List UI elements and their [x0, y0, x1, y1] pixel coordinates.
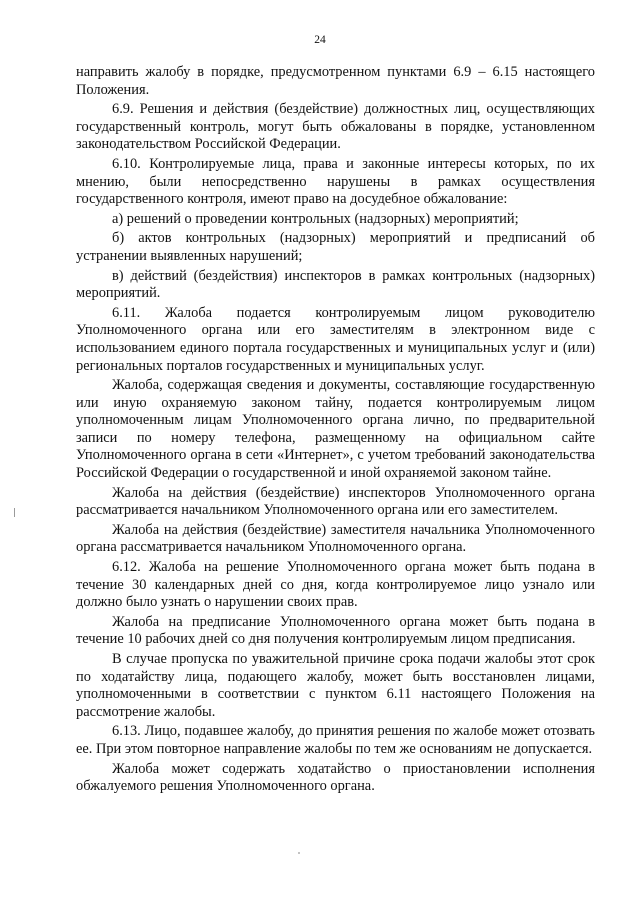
- paragraph-deputy-complaint: Жалоба на действия (бездействие) заместителя начальника Уполномоченного органа рассматривается начальником Уполномоченного органа.: [76, 521, 595, 556]
- paragraph-inspectors-complaint: Жалоба на действия (бездействие) инспекторов Уполномоченного органа рассматривается начальником Уполномоченного органа или его заместителем.: [76, 484, 595, 519]
- page-number: 24: [314, 34, 326, 46]
- margin-mark: [14, 508, 15, 517]
- list-item-b: б) актов контрольных (надзорных) мероприятий и предписаний об устранении выявленных нарушений;: [76, 230, 595, 264]
- list-item-v: в) действий (бездействия) инспекторов в рамках контрольных (надзорных) мероприятий.: [76, 267, 595, 302]
- paragraph-prescription-complaint: Жалоба на предписание Уполномоченного органа может быть подана в течение 10 рабочих дней со дня получения контролируемым лицом предписания.: [76, 613, 595, 648]
- paragraph-suspension-request: Жалоба может содержать ходатайство о приостановлении исполнения обжалуемого решения Уполномоченного органа.: [76, 760, 595, 795]
- paragraph-secret-complaint: Жалоба, содержащая сведения и документы, составляющие государственную или иную охраняемую законом тайну, подается контролируемым лицом уполномоченным лицам Уполномоченного органа лично, по предварительной записи по номеру телефона, размещенному на официальном сайте Уполномоченного органа в сети «Интернет», с учетом требований законодательства Российской Федерации о государственной и иной охраняемой законом тайне.: [76, 377, 595, 482]
- document-body: [76, 64, 595, 798]
- paragraph-6-11: 6.11. Жалоба подается контролируемым лицом руководителю Уполномоченного органа или его заместителям в электронном виде с использованием единого портала государственных и муниципальных услуг и (или) региональных порталов государственных и муниципальных услуг.: [76, 304, 595, 374]
- paragraph-6-9: 6.9. Решения и действия (бездействие) должностных лиц, осуществляющих государственный контроль, могут быть обжалованы в порядке, установленном законодательством Российской Федерации.: [76, 101, 595, 153]
- list-item-a: а) решений о проведении контрольных (надзорных) мероприятий;: [112, 210, 519, 227]
- paragraph-deadline-restoration: В случае пропуска по уважительной причине срока подачи жалобы этот срок по ходатайству лица, подающего жалобу, может быть восстановлен лицами, уполномоченными в соответствии с пунктом 6.11 настоящего Положения на рассмотрение жалобы.: [76, 651, 595, 720]
- paragraph-continuation: направить жалобу в порядке, предусмотренном пунктами 6.9 – 6.15 настоящего Положения.: [76, 64, 595, 98]
- paragraph-6-12: 6.12. Жалоба на решение Уполномоченного органа может быть подана в течение 30 календарных дней со дня, когда контролируемое лицо узнало или должно было узнать о нарушении своих прав.: [76, 559, 595, 611]
- paragraph-6-13: 6.13. Лицо, подавшее жалобу, до принятия решения по жалобе может отозвать ее. При этом повторное направление жалобы по тем же основаниям не допускается.: [76, 723, 595, 757]
- paragraph-6-10: 6.10. Контролируемые лица, права и законные интересы которых, по их мнению, были непосредственно нарушены в рамках осуществления государственного контроля, имеют право на досудебное обжалование:: [76, 155, 595, 208]
- scan-speck: [298, 852, 300, 854]
